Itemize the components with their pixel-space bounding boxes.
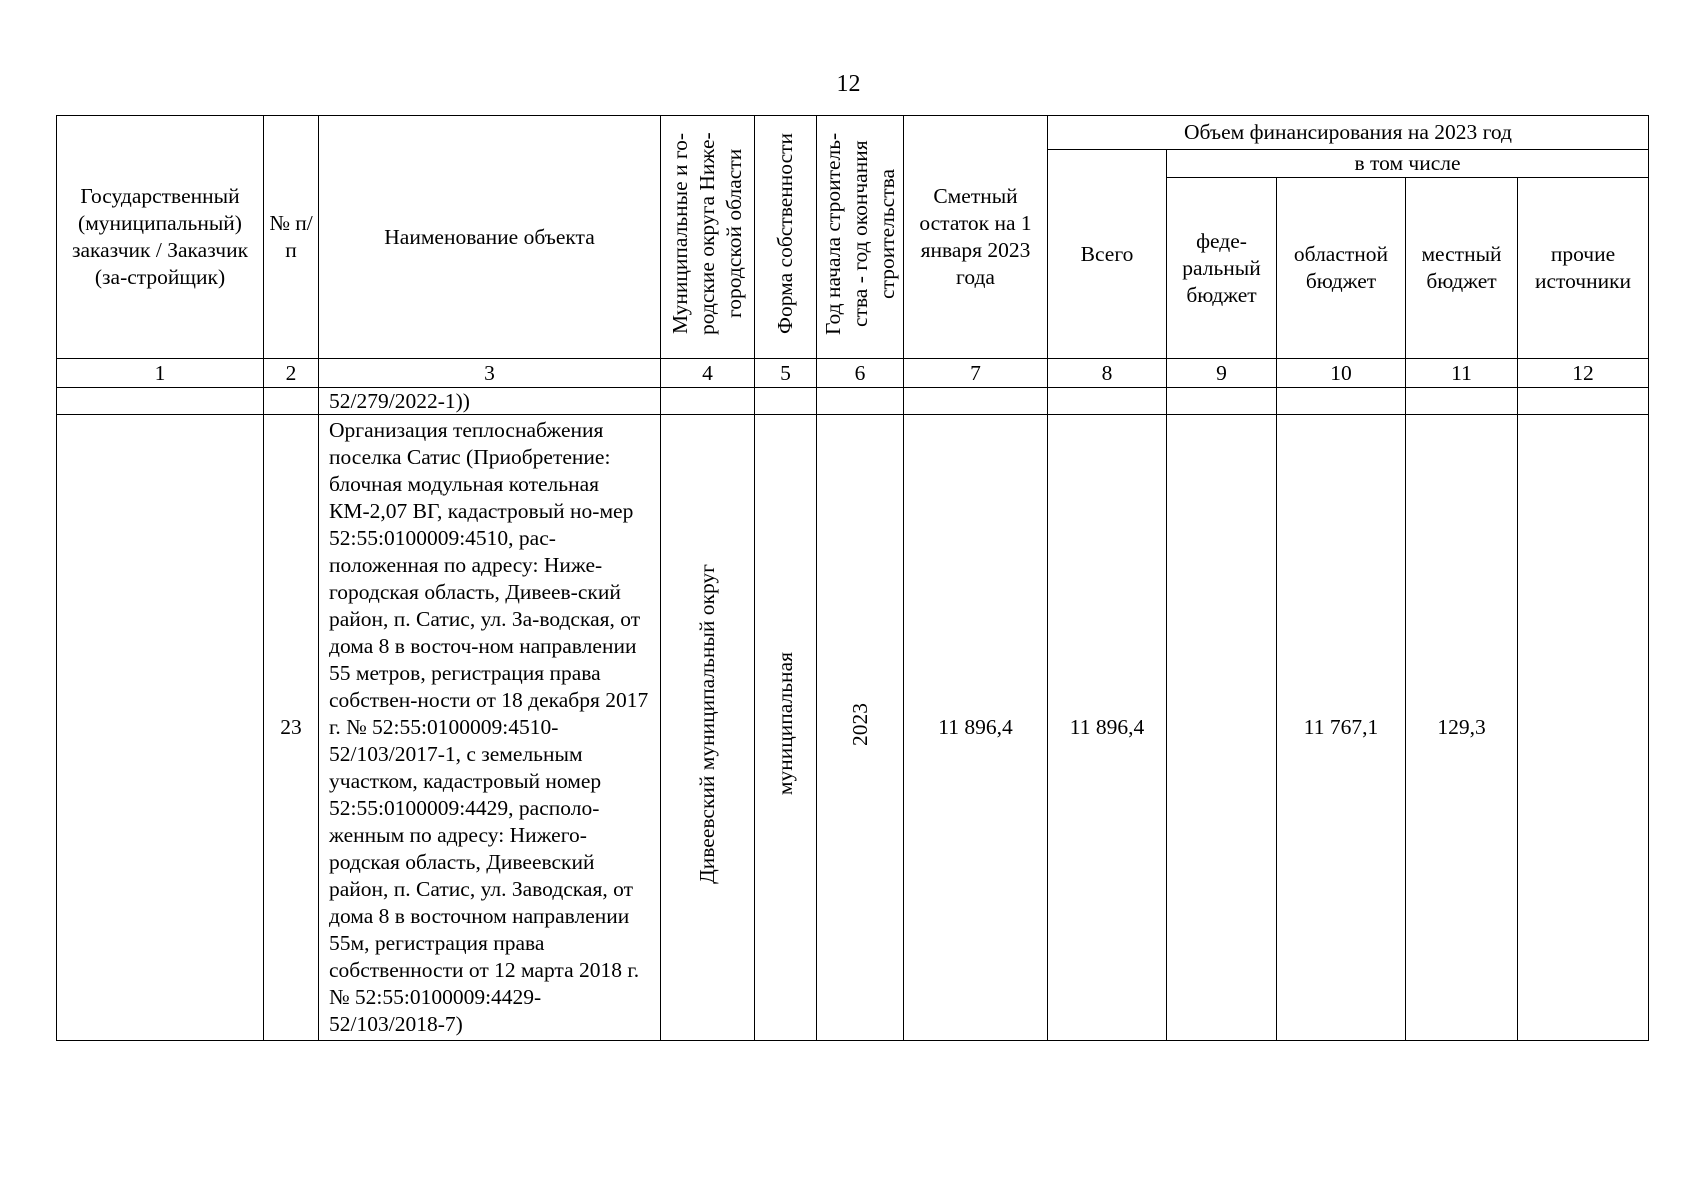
- header-local: местный бюджет: [1406, 178, 1518, 359]
- header-object-name: Наименование объекта: [319, 116, 661, 359]
- row-years: 2023: [817, 415, 904, 1041]
- header-financing: Объем финансирования на 2023 год: [1048, 116, 1649, 150]
- column-numbers-row: [57, 359, 1649, 388]
- row-other: [1518, 415, 1649, 1041]
- header-other: прочие источники: [1518, 178, 1649, 359]
- header-regional: областной бюджет: [1277, 178, 1406, 359]
- page-number: 12: [836, 71, 861, 97]
- table-row: [57, 415, 1649, 1041]
- header-federal: феде-ральный бюджет: [1167, 178, 1277, 359]
- financing-table: [56, 115, 1649, 1041]
- header-customer: Государственный (муниципальный) заказчик / Заказчик (за-стройщик): [57, 116, 264, 359]
- row-local: 129,3: [1406, 415, 1518, 1041]
- row-district: Дивеевский муниципальный округ: [661, 415, 755, 1041]
- row-ownership: муниципальная: [755, 415, 817, 1041]
- header-total: Всего: [1048, 150, 1167, 359]
- column-number: 2: [264, 359, 319, 388]
- row-customer: [57, 415, 264, 1041]
- column-number: 6: [817, 359, 904, 388]
- column-number: 10: [1277, 359, 1406, 388]
- column-number: 8: [1048, 359, 1167, 388]
- row-number: 23: [264, 415, 319, 1041]
- header-number: № п/п: [264, 116, 319, 359]
- row-balance: 11 896,4: [904, 415, 1048, 1041]
- column-number: 7: [904, 359, 1048, 388]
- column-number: 9: [1167, 359, 1277, 388]
- header-including: в том числе: [1167, 150, 1649, 178]
- column-number: 1: [57, 359, 264, 388]
- column-number: 5: [755, 359, 817, 388]
- header-balance: Сметный остаток на 1 января 2023 года: [904, 116, 1048, 359]
- row-object-name: Организация теплоснабжения поселка Сатис (Приобретение: блочная модульная котельная КМ-2,07 ВГ, кадастровый но-мер 52:55:0100009:4510, рас-положенная по адресу: Ниже-городская область, Дивеев-ский район, п. Сатис, ул. За-водская, от дома 8 в восточ-ном направлении 55 метров, регистрация права собствен-ности от 18 декабря 2017 г. № 52:55:0100009:4510-52/103/2017-1, с земельным участком, кадастровый номер 52:55:0100009:4429, располо-женным по адресу: Нижего-родская область, Дивеевский район, п. Сатис, ул. Заводская, от дома 8 в восточном направлении 55м, регистрация права собственности от 12 марта 2018 г. № 52:55:0100009:4429-52/103/2018-7): [319, 415, 661, 1041]
- column-number: 4: [661, 359, 755, 388]
- row-total: 11 896,4: [1048, 415, 1167, 1041]
- continuation-row: [57, 388, 1649, 415]
- row-regional: 11 767,1: [1277, 415, 1406, 1041]
- column-number: 12: [1518, 359, 1649, 388]
- header-years: Год начала строитель-ства - год окончания строительства: [817, 116, 904, 359]
- header-ownership: Форма собственности: [755, 116, 817, 359]
- continuation-object-name: 52/279/2022-1)): [319, 388, 661, 415]
- row-federal: [1167, 415, 1277, 1041]
- column-number: 3: [319, 359, 661, 388]
- column-number: 11: [1406, 359, 1518, 388]
- header-districts: Муниципальные и го-родские округа Ниже-городской области: [661, 116, 755, 359]
